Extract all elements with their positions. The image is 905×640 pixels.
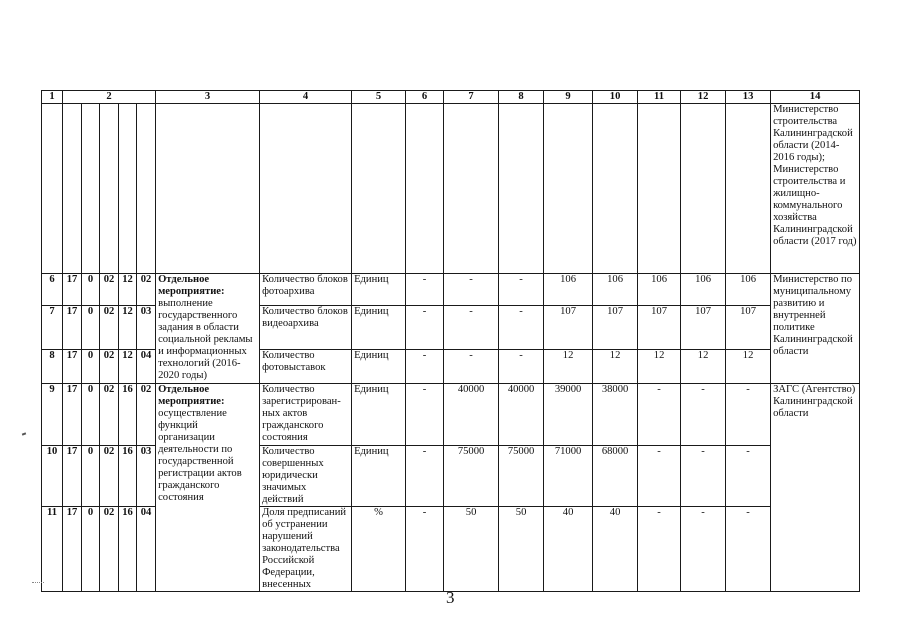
value-cell: 39000: [544, 384, 593, 446]
value-cell: 75000: [444, 446, 499, 507]
value-cell: -: [444, 274, 499, 306]
header-cell-6: 6: [406, 91, 444, 104]
activity-cell: [156, 274, 260, 384]
header-cell-11: 11: [638, 91, 681, 104]
value-cell: 50: [444, 507, 499, 592]
value-cell: -: [681, 507, 726, 592]
unit-cell: Единиц: [352, 446, 406, 507]
code-cell: 0: [82, 507, 100, 592]
row-number: 8: [42, 350, 63, 384]
value-cell: 38000: [593, 384, 638, 446]
value-cell: -: [406, 446, 444, 507]
code-cell: 0: [82, 446, 100, 507]
value-cell: 12: [681, 350, 726, 384]
activity-cell: [156, 384, 260, 592]
row-number: 9: [42, 384, 63, 446]
value-cell: -: [499, 274, 544, 306]
code-cell: 0: [82, 384, 100, 446]
header-row: [42, 91, 860, 104]
value-cell: 106: [638, 274, 681, 306]
code-cell: 12: [119, 306, 137, 350]
code-cell: 03: [137, 446, 156, 507]
value-cell: 12: [638, 350, 681, 384]
row-number: 6: [42, 274, 63, 306]
value-cell: -: [726, 507, 771, 592]
value-cell: -: [406, 350, 444, 384]
unit-cell: Единиц: [352, 384, 406, 446]
value-cell: -: [726, 446, 771, 507]
value-cell: -: [638, 507, 681, 592]
value-cell: -: [726, 384, 771, 446]
value-cell: 71000: [544, 446, 593, 507]
code-cell: 12: [119, 274, 137, 306]
activity-title: Отдельное мероприятие:: [158, 274, 225, 297]
table-row: [42, 274, 860, 306]
header-cell-2: 2: [63, 91, 156, 104]
code-cell: 17: [63, 350, 82, 384]
indicator-cell: Количество зарегистрирован-ных актов гражданского состояния: [260, 384, 352, 446]
header-cell-3: 3: [156, 91, 260, 104]
scan-speck: [22, 432, 26, 435]
value-cell: 107: [638, 306, 681, 350]
code-cell: 16: [119, 507, 137, 592]
value-cell: -: [406, 274, 444, 306]
value-cell: -: [444, 350, 499, 384]
code-cell: 02: [100, 306, 119, 350]
header-cell-9: 9: [544, 91, 593, 104]
value-cell: 106: [726, 274, 771, 306]
indicator-cell: Доля предписаний об устранении нарушений законодательства Российской Федерации, внесенных: [260, 507, 352, 592]
header-cell-13: 13: [726, 91, 771, 104]
value-cell: -: [406, 306, 444, 350]
value-cell: 40: [544, 507, 593, 592]
executor-cell: Министерство строительства Калининградской области (2014-2016 годы); Министерство строительства и жилищно-коммунального хозяйства Калининградской области (2017 год): [771, 104, 860, 274]
value-cell: -: [681, 384, 726, 446]
value-cell: 106: [544, 274, 593, 306]
value-cell: -: [444, 306, 499, 350]
value-cell: 40000: [444, 384, 499, 446]
value-cell: 12: [726, 350, 771, 384]
code-cell: 04: [137, 507, 156, 592]
page-number: 3: [446, 588, 455, 607]
value-cell: 106: [681, 274, 726, 306]
unit-cell: Единиц: [352, 350, 406, 384]
code-cell: 17: [63, 384, 82, 446]
code-cell: 12: [119, 350, 137, 384]
code-cell: 17: [63, 446, 82, 507]
header-cell-1: 1: [42, 91, 63, 104]
code-cell: 17: [63, 507, 82, 592]
value-cell: -: [406, 507, 444, 592]
value-cell: 40: [593, 507, 638, 592]
code-cell: 0: [82, 350, 100, 384]
table-row-continued: [42, 104, 860, 274]
code-cell: 16: [119, 384, 137, 446]
value-cell: -: [681, 446, 726, 507]
code-cell: 02: [100, 446, 119, 507]
header-cell-8: 8: [499, 91, 544, 104]
unit-cell: %: [352, 507, 406, 592]
header-cell-10: 10: [593, 91, 638, 104]
code-cell: 02: [137, 274, 156, 306]
unit-cell: Единиц: [352, 274, 406, 306]
code-cell: 02: [100, 384, 119, 446]
indicators-table: [41, 90, 860, 592]
header-cell-12: 12: [681, 91, 726, 104]
indicator-cell: Количество совершенных юридически значимых действий: [260, 446, 352, 507]
value-cell: -: [499, 306, 544, 350]
code-cell: 02: [100, 274, 119, 306]
header-cell-4: 4: [260, 91, 352, 104]
header-cell-14: 14: [771, 91, 860, 104]
code-cell: 0: [82, 306, 100, 350]
code-cell: 16: [119, 446, 137, 507]
row-number: 11: [42, 507, 63, 592]
executor-cell: ЗАГС (Агентство) Калининградской области: [771, 384, 860, 592]
value-cell: -: [499, 350, 544, 384]
value-cell: 107: [726, 306, 771, 350]
indicator-cell: Количество фотовыставок: [260, 350, 352, 384]
value-cell: 12: [593, 350, 638, 384]
indicator-cell: Количество блоков фотоархива: [260, 274, 352, 306]
code-cell: 02: [137, 384, 156, 446]
header-cell-7: 7: [444, 91, 499, 104]
code-cell: 04: [137, 350, 156, 384]
table-row: [42, 384, 860, 446]
scan-speck: [32, 582, 44, 584]
code-cell: 17: [63, 274, 82, 306]
value-cell: 40000: [499, 384, 544, 446]
value-cell: 107: [544, 306, 593, 350]
activity-text: осуществление функций организации деятельности по государственной регистрации актов гражданского состояния: [158, 408, 242, 503]
value-cell: -: [406, 384, 444, 446]
activity-title: Отдельное мероприятие:: [158, 384, 225, 407]
value-cell: 106: [593, 274, 638, 306]
value-cell: 68000: [593, 446, 638, 507]
activity-text: выполнение государственного задания в области социальной рекламы и информационных технологий (2016-2020 годы): [158, 298, 253, 381]
code-cell: 02: [100, 507, 119, 592]
code-cell: 03: [137, 306, 156, 350]
value-cell: 107: [593, 306, 638, 350]
code-cell: 02: [100, 350, 119, 384]
value-cell: 75000: [499, 446, 544, 507]
value-cell: -: [638, 384, 681, 446]
value-cell: 107: [681, 306, 726, 350]
row-number: 7: [42, 306, 63, 350]
unit-cell: Единиц: [352, 306, 406, 350]
value-cell: 50: [499, 507, 544, 592]
code-cell: 17: [63, 306, 82, 350]
header-cell-5: 5: [352, 91, 406, 104]
row-number: 10: [42, 446, 63, 507]
code-cell: 0: [82, 274, 100, 306]
indicator-cell: Количество блоков видеоархива: [260, 306, 352, 350]
executor-cell: Министерство по муниципальному развитию и внутренней политике Калининградской области: [771, 274, 860, 384]
value-cell: 12: [544, 350, 593, 384]
value-cell: -: [638, 446, 681, 507]
